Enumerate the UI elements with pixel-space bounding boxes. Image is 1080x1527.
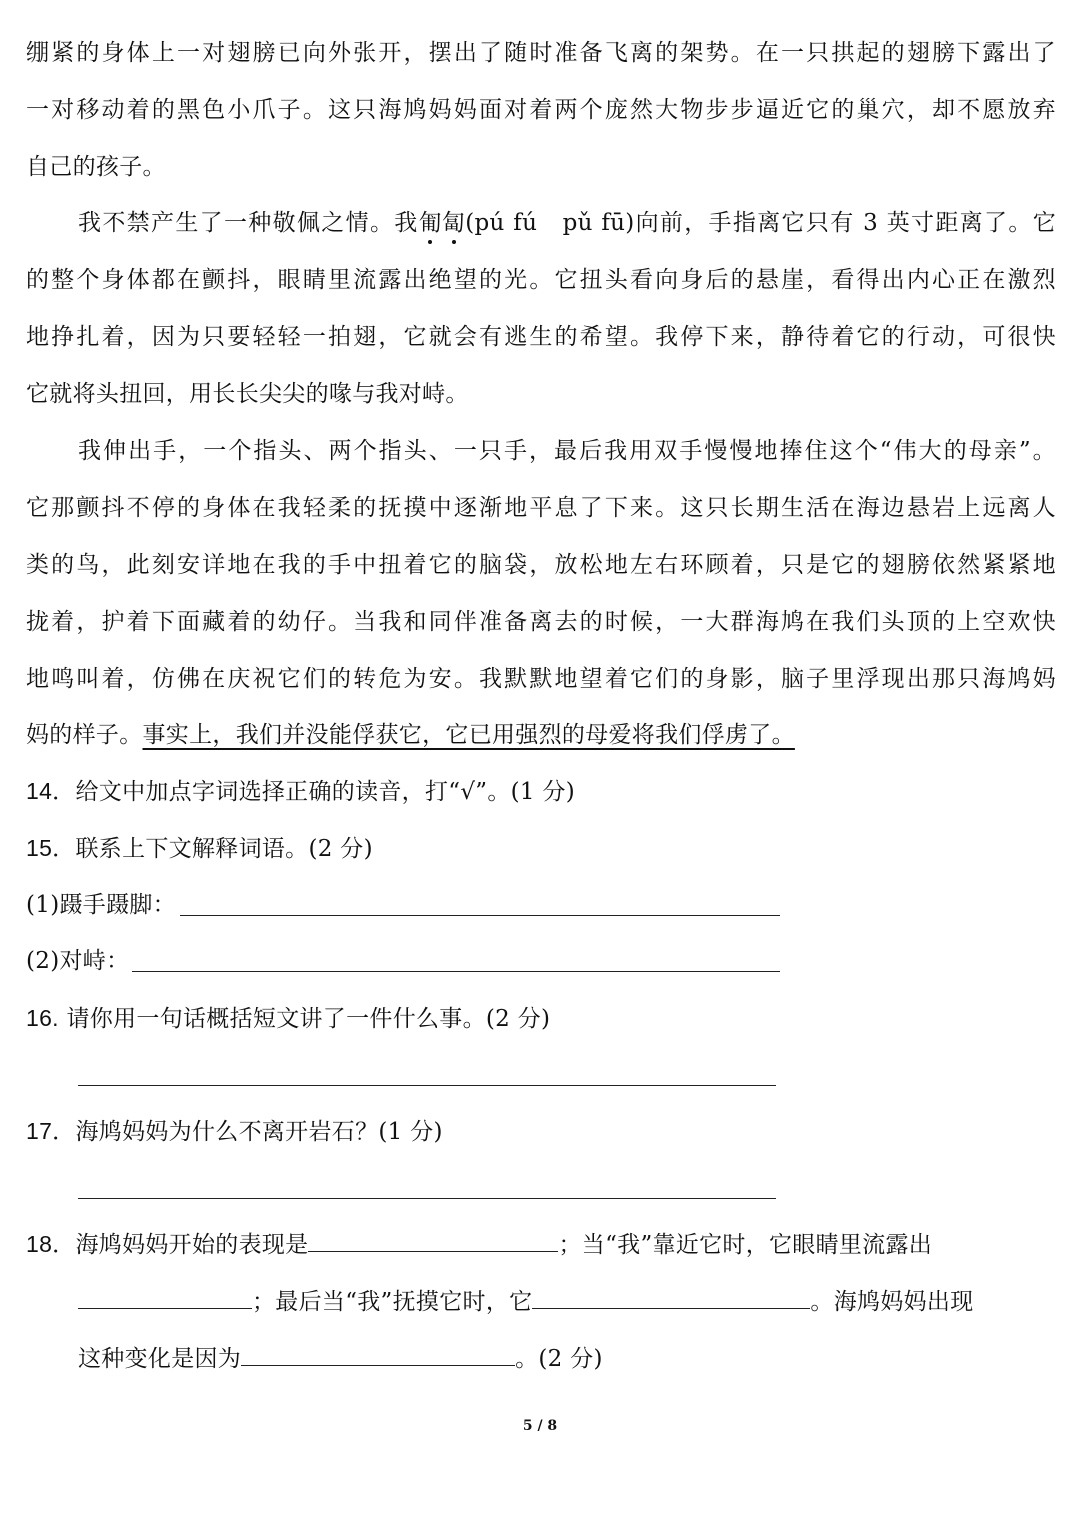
question-18-line2 xyxy=(78,1286,1056,1317)
page-number: 5 / 8 xyxy=(522,1418,558,1434)
question-text: 请你用一句话概括短文讲了一件什么事。(2 分) xyxy=(66,1006,551,1032)
question-text: ；当“我”靠近它时，它眼睛里流露出 xyxy=(558,1232,933,1258)
passage-line: 我伸出手，一个指头、两个指头、一只手，最后我用双手慢慢地捧住这个“伟大的母亲”。 xyxy=(78,438,1056,464)
question-14 xyxy=(26,776,1056,807)
question-number: 18． xyxy=(26,1231,76,1257)
passage-line: 一对移动着的黑色小爪子。这只海鸠妈妈面对着两个庞然大物步步逼近它的巢穴，却不愿放弃 xyxy=(26,97,1056,123)
passage-text: 妈的样子。 xyxy=(26,722,143,748)
answer-line[interactable] xyxy=(78,1085,776,1086)
sub-question-label: (1)蹑手蹑脚： xyxy=(26,892,176,918)
passage-text: 我不禁产生了一种敬佩之情。我 xyxy=(78,210,419,236)
underlined-sentence: 事实上，我们并没能俘获它，它已用强烈的母爱将我们俘虏了。 xyxy=(142,722,795,748)
passage-line: 拢着，护着下面藏着的幼仔。当我和同伴准备离去的时候，一大群海鸠在我们头顶的上空欢快 xyxy=(26,609,1056,635)
dotted-char: 匍 xyxy=(418,210,442,236)
question-number: 15． xyxy=(26,835,76,861)
passage-text: (pú fú pǔ fū)向前，手指离它只有 3 英寸距离了。它 xyxy=(465,210,1057,236)
passage-line-pinyin xyxy=(78,208,1056,238)
passage-line xyxy=(26,720,1056,750)
passage-line: 它那颤抖不停的身体在我轻柔的抚摸中逐渐地平息了下来。这只长期生活在海边悬岩上远离人 xyxy=(26,495,1056,521)
question-15 xyxy=(26,833,1056,864)
passage-line: 类的鸟，此刻安详地在我的手中扭着它的脑袋，放松地左右环顾着，只是它的翅膀依然紧紧地 xyxy=(26,552,1056,578)
answer-line[interactable] xyxy=(180,915,780,916)
question-text: ；最后当“我”抚摸它时，它 xyxy=(252,1289,533,1315)
question-text: 海鸠妈妈为什么不离开岩石？(1 分) xyxy=(75,1119,443,1145)
dotted-char: 匐 xyxy=(441,210,466,236)
question-number: 17． xyxy=(26,1118,76,1144)
sub-question-label: (2)对峙： xyxy=(26,948,130,974)
question-text: 给文中加点字词选择正确的读音，打“√”。(1 分) xyxy=(75,779,576,805)
question-text: 海鸠妈妈开始的表现是 xyxy=(75,1232,309,1258)
answer-line[interactable] xyxy=(78,1198,776,1199)
question-text: 。(2 分) xyxy=(515,1346,603,1372)
question-18-line3 xyxy=(78,1343,1056,1374)
question-number: 14． xyxy=(26,778,76,804)
answer-blank[interactable] xyxy=(78,1286,252,1309)
passage-line: 它就将头扭回，用长长尖尖的喙与我对峙。 xyxy=(26,381,469,407)
question-text: 。海鸠妈妈出现 xyxy=(810,1289,974,1315)
question-18 xyxy=(26,1229,1056,1260)
answer-line[interactable] xyxy=(132,971,780,972)
passage-line: 绷紧的身体上一对翅膀已向外张开，摆出了随时准备飞离的架势。在一只拱起的翅膀下露出了 xyxy=(26,40,1056,66)
answer-blank[interactable] xyxy=(532,1286,810,1309)
answer-blank[interactable] xyxy=(241,1343,515,1366)
passage-line: 的整个身体都在颤抖，眼睛里流露出绝望的光。它扭头看向身后的悬崖，看得出内心正在激烈 xyxy=(26,267,1056,293)
passage-line: 地鸣叫着，仿佛在庆祝它们的转危为安。我默默地望着它们的身影，脑子里浮现出那只海鸠妈 xyxy=(26,666,1056,692)
question-text: 这种变化是因为 xyxy=(78,1346,242,1372)
question-number: 16. xyxy=(26,1005,59,1031)
question-17 xyxy=(26,1116,1056,1147)
passage-line: 地挣扎着，因为只要轻轻一拍翅，它就会有逃生的希望。我停下来，静待着它的行动，可很快 xyxy=(26,324,1056,350)
question-16 xyxy=(26,1003,1056,1034)
question-text: 联系上下文解释词语。(2 分) xyxy=(75,836,373,862)
answer-blank[interactable] xyxy=(308,1229,558,1252)
passage-line: 自己的孩子。 xyxy=(26,154,166,180)
